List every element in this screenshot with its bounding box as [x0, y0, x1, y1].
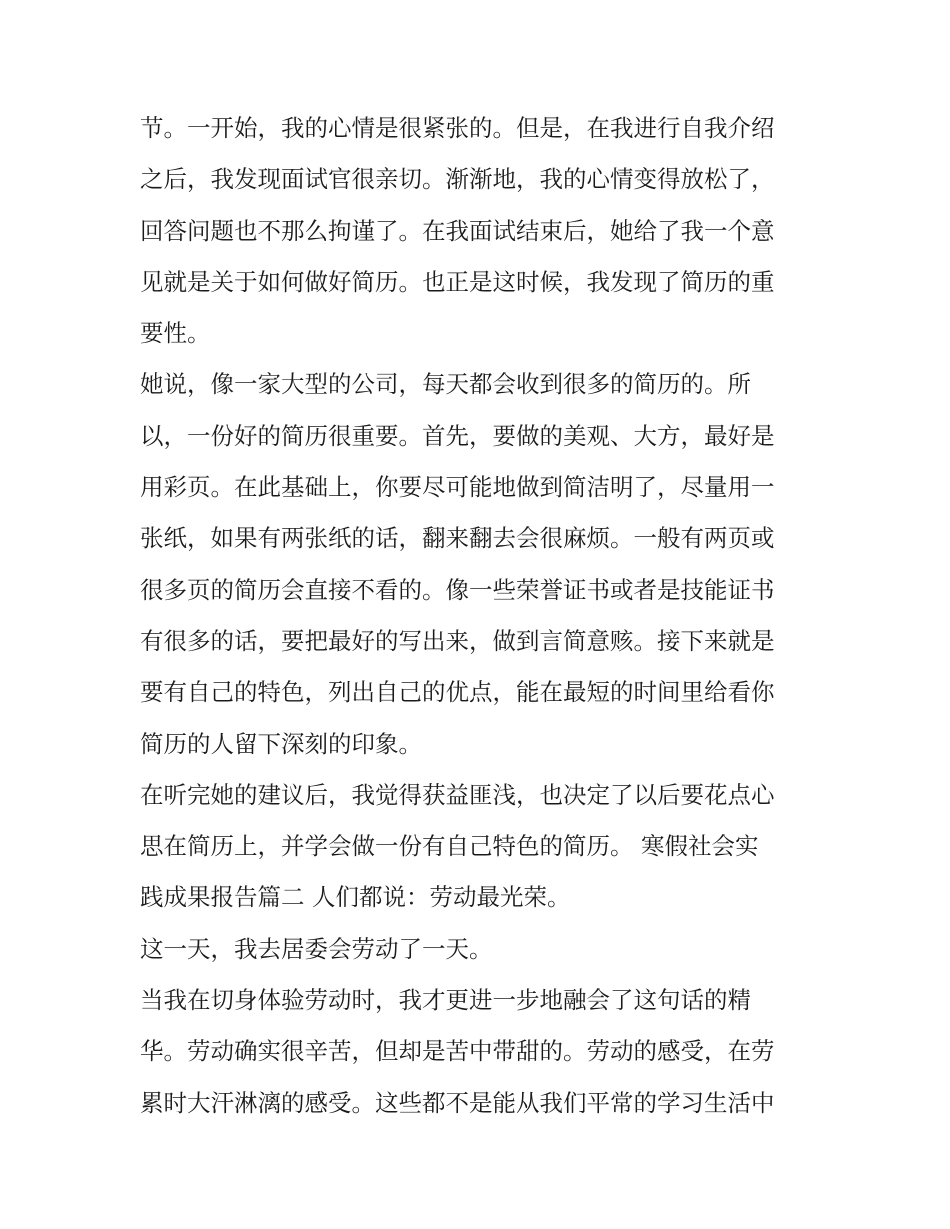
- text-line: 回答问题也不那么拘谨了。在我面试结束后，她给了我一个意: [140, 216, 775, 245]
- text-line: 简历的人留下深刻的印象。: [140, 729, 422, 758]
- text-line: 她说，像一家大型的公司，每天都会收到很多的简历的。所: [140, 370, 751, 399]
- text-line: 之后，我发现面试官很亲切。渐渐地，我的心情变得放松了，: [140, 165, 775, 194]
- text-line: 践成果报告篇二 人们都说：劳动最光荣。: [140, 883, 571, 912]
- text-line: 有很多的话，要把最好的写出来，做到言简意赅。接下来就是: [140, 626, 775, 655]
- text-line: 张纸，如果有两张纸的话，翻来翻去会很麻烦。一般有两页或: [140, 524, 775, 553]
- text-line: 华。劳动确实很辛苦，但却是苦中带甜的。劳动的感受，在劳: [140, 1037, 775, 1066]
- body-text: [140, 103, 820, 1129]
- text-line: 见就是关于如何做好简历。也正是这时候，我发现了简历的重: [140, 267, 775, 296]
- text-line: 以，一份好的简历很重要。首先，要做的美观、大方，最好是: [140, 421, 775, 450]
- text-line: 当我在切身体验劳动时，我才更进一步地融会了这句话的精: [140, 986, 751, 1015]
- text-line: 要有自己的特色，列出自己的优点，能在最短的时间里给看你: [140, 678, 775, 707]
- text-line: 用彩页。在此基础上，你要尽可能地做到简洁明了，尽量用一: [140, 473, 775, 502]
- text-line: 在听完她的建议后，我觉得获益匪浅，也决定了以后要花点心: [140, 780, 775, 809]
- text-line: 很多页的简历会直接不看的。像一些荣誉证书或者是技能证书: [140, 575, 775, 604]
- text-line: 节。一开始，我的心情是很紧张的。但是，在我进行自我介绍: [140, 114, 775, 142]
- text-line: 累时大汗淋漓的感受。这些都不是能从我们平常的学习生活中: [140, 1088, 775, 1117]
- text-line: 思在简历上，并学会做一份有自己特色的简历。 寒假社会实: [140, 832, 759, 861]
- text-line: 要性。: [140, 319, 211, 348]
- text-line: 这一天，我去居委会劳动了一天。: [140, 934, 493, 963]
